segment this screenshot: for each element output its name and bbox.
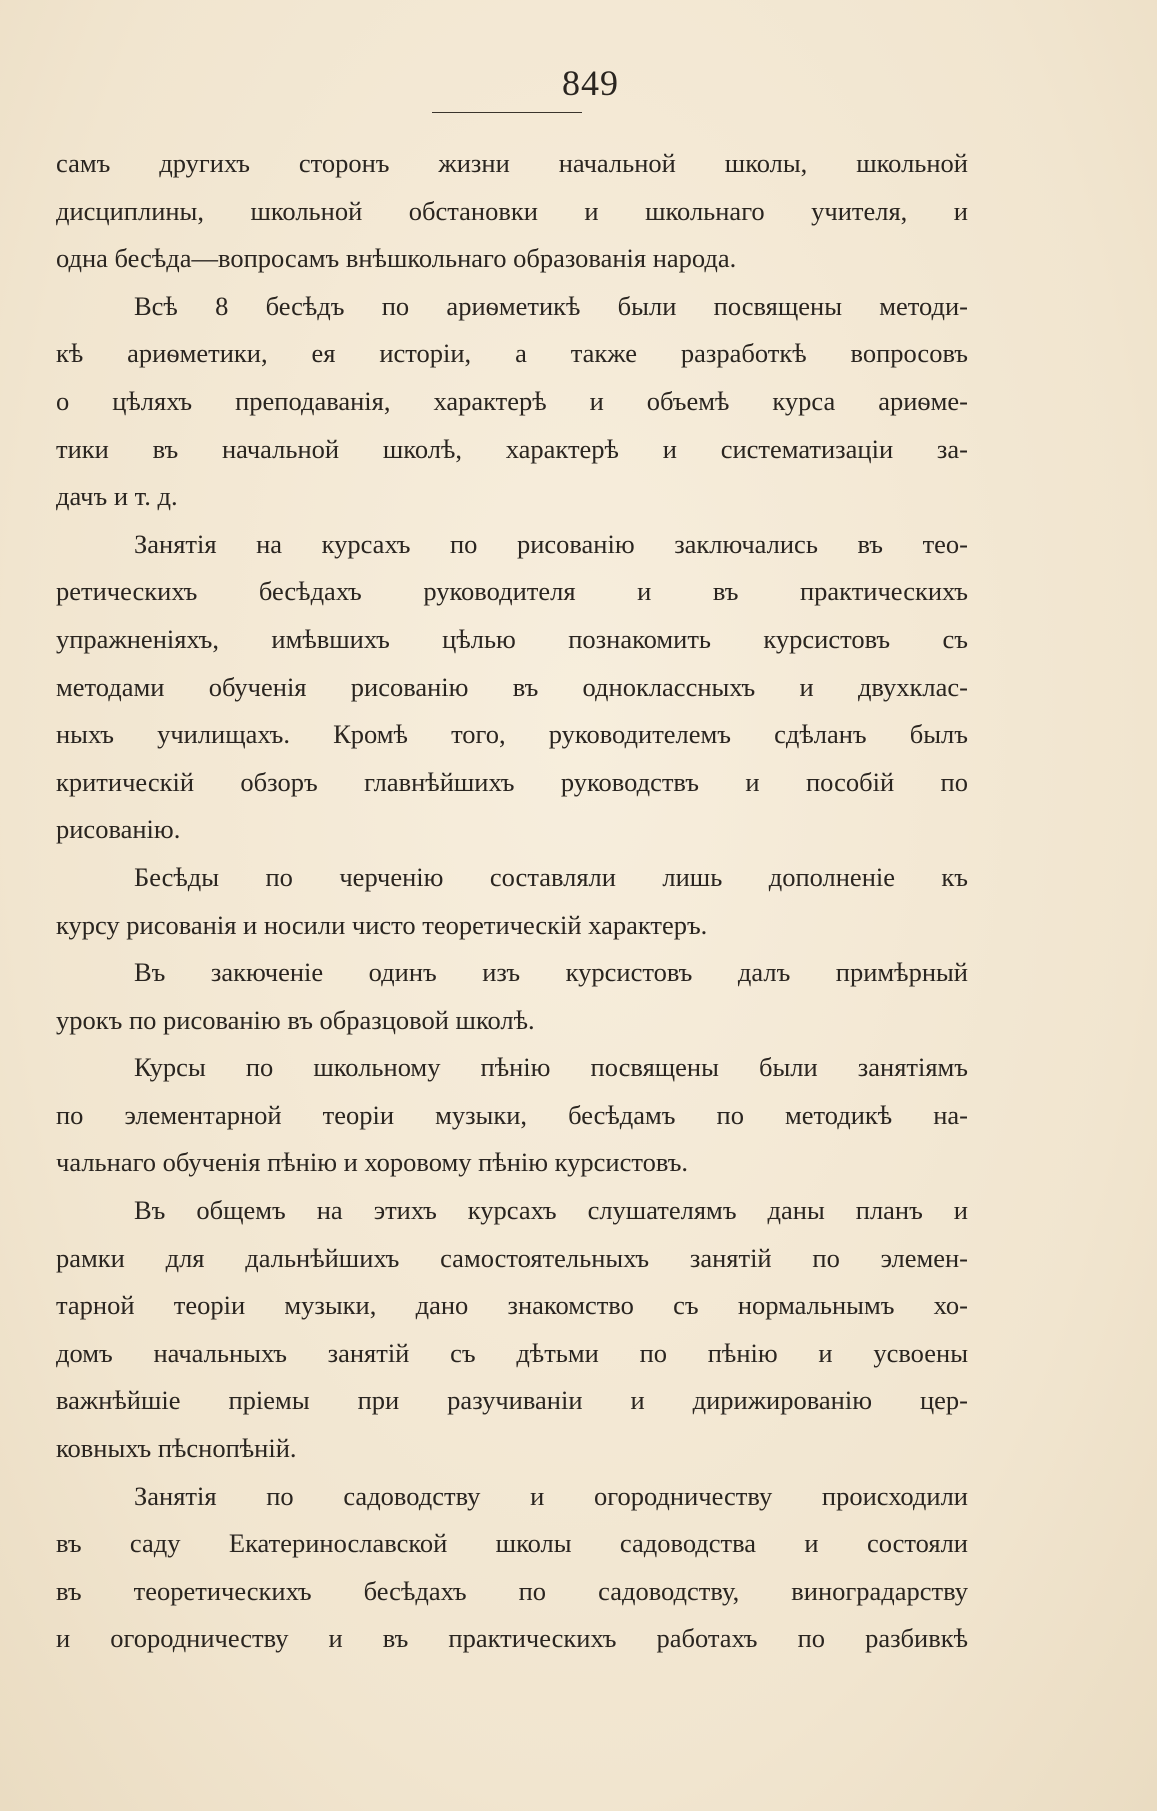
- text-line: и огородничеству и въ практическихъ работахъ по разбивкѣ: [56, 1623, 968, 1654]
- text-line: домъ начальныхъ занятій съ дѣтьми по пѣнію и усвоены: [56, 1337, 968, 1368]
- text-line: рамки для дальнѣйшихъ самостоятельныхъ занятій по элемен-: [56, 1242, 968, 1273]
- body-text: [56, 140, 968, 1663]
- text-line: дачъ и т. д.: [56, 481, 178, 512]
- text-line: методами обученія рисованію въ одноклассныхъ и двухклас-: [56, 671, 968, 702]
- text-line: въ саду Екатеринославской школы садоводства и состояли: [56, 1528, 968, 1559]
- text-line: Бесѣды по черченію составляли лишь дополненіе къ: [134, 861, 968, 892]
- text-line: чальнаго обученія пѣнію и хоровому пѣнію курсистовъ.: [56, 1147, 689, 1178]
- text-line: Всѣ 8 бесѣдъ по ариѳметикѣ были посвящены методи-: [134, 290, 968, 321]
- text-line: важнѣйшіе пріемы при разучиваніи и дирижированію цер-: [56, 1385, 968, 1416]
- text-line: упражненіяхъ, имѣвшихъ цѣлью познакомить курсистовъ съ: [56, 623, 968, 654]
- text-line: самъ другихъ сторонъ жизни начальной школы, школьной: [56, 148, 968, 178]
- text-line: тики въ начальной школѣ, характерѣ и систематизаціи за-: [56, 433, 968, 464]
- text-line: рисованію.: [56, 814, 181, 845]
- text-line: одна бесѣда—вопросамъ внѣшкольнаго образованія народа.: [56, 243, 737, 274]
- text-line: о цѣляхъ преподаванія, характерѣ и объемѣ курса ариѳме-: [56, 385, 968, 416]
- text-line: Занятія на курсахъ по рисованію заключались въ тео-: [134, 528, 968, 559]
- text-line: по элементарной теоріи музыки, бесѣдамъ по методикѣ на-: [56, 1099, 968, 1130]
- header-rule: [432, 112, 582, 113]
- text-line: Въ общемъ на этихъ курсахъ слушателямъ даны планъ и: [134, 1195, 968, 1226]
- text-line: Занятія по садоводству и огородничеству происходили: [134, 1480, 968, 1511]
- page-number: 849: [562, 63, 619, 103]
- text-line: ковныхъ пѣснопѣній.: [56, 1433, 297, 1464]
- text-line: курсу рисованія и носили чисто теоретическій характеръ.: [56, 909, 708, 940]
- text-line: ныхъ училищахъ. Кромѣ того, руководителемъ сдѣланъ былъ: [56, 719, 968, 750]
- text-line: ретическихъ бесѣдахъ руководителя и въ практическихъ: [56, 576, 968, 607]
- text-line: критическій обзоръ главнѣйшихъ руководствъ и пособій по: [56, 766, 968, 797]
- text-line: Въ закюченіе одинъ изъ курсистовъ далъ примѣрный: [134, 957, 968, 988]
- text-line: урокъ по рисованію въ образцовой школѣ.: [56, 1004, 535, 1035]
- text-line: дисциплины, школьной обстановки и школьнаго учителя, и: [56, 195, 968, 226]
- text-line: въ теоретическихъ бесѣдахъ по садоводству, виноградарству: [56, 1575, 968, 1606]
- text-line: Курсы по школьному пѣнію посвящены были занятіямъ: [134, 1052, 968, 1083]
- text-line: кѣ ариѳметики, ея исторіи, а также разработкѣ вопросовъ: [56, 338, 968, 369]
- text-line: тарной теоріи музыки, дано знакомство съ нормальнымъ хо-: [56, 1290, 968, 1321]
